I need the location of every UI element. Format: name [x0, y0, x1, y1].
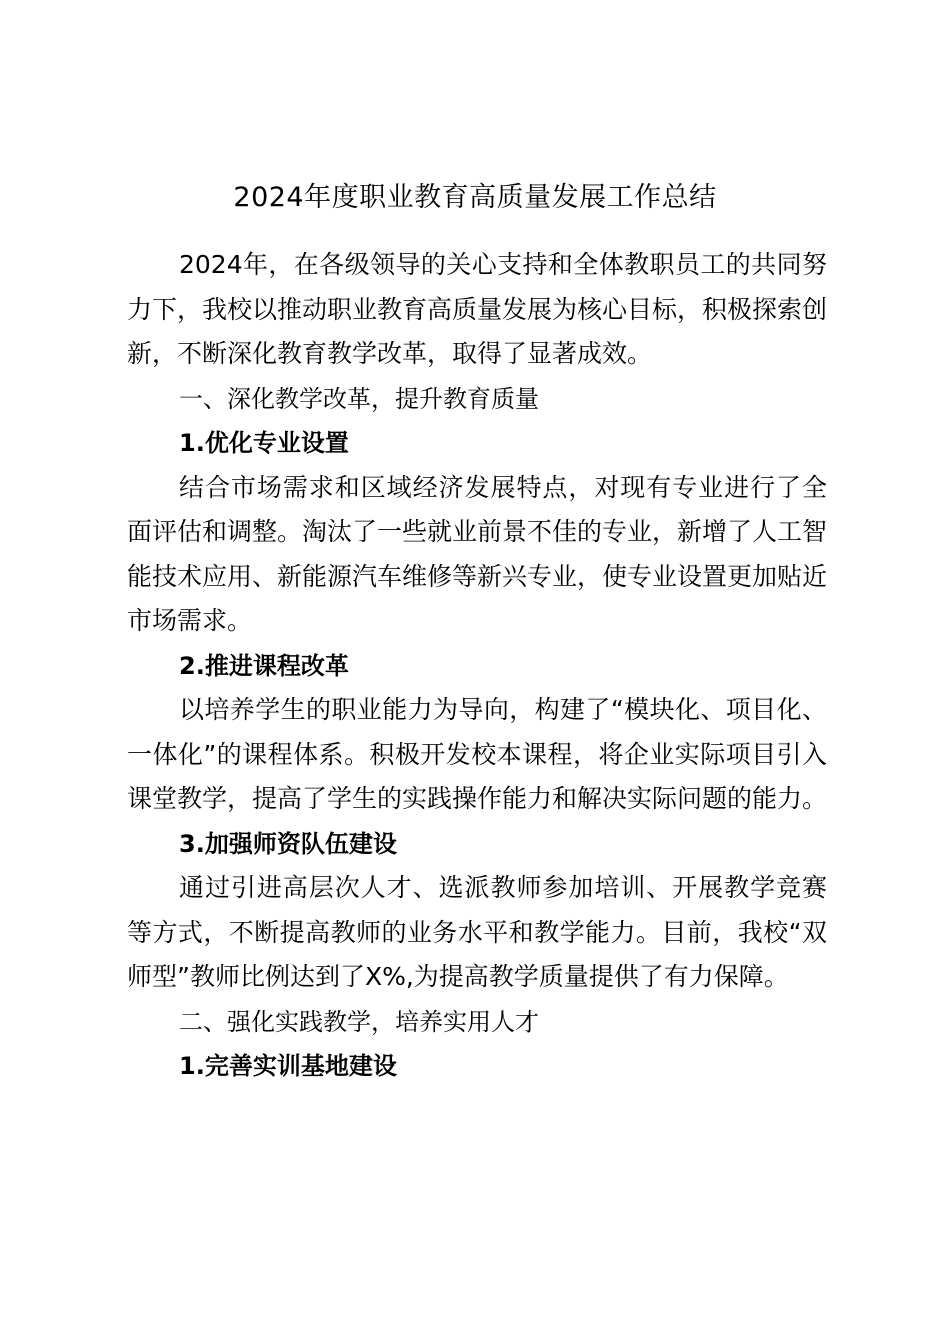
- subsection-heading-1-3: 3.加强师资队伍建设: [179, 829, 397, 858]
- subsection-heading-1-1: 1.优化专业设置: [179, 429, 349, 457]
- paragraph-1-1: 结合市场需求和区域经济发展特点，对现有专业进行了全面评估和调整。淘汰了一些就业前景不佳的专业，新增了人工智能技术应用、新能源汽车维修等新兴专业，使专业设置更加贴近市场需求。: [127, 472, 828, 635]
- paragraph-1-3: 通过引进高层次人才、选派教师参加培训、开展教学竞赛等方式，不断提高教师的业务水平和教学能力。目前，我校“双师型”教师比例达到了X%,为提高教学质量提供了有力保障。: [127, 873, 827, 991]
- section-heading-1: 一、深化教学改革，提升教育质量: [179, 384, 539, 413]
- subsection-heading-1-2: 2.推进课程改革: [179, 651, 349, 680]
- document-body: [127, 243, 827, 1089]
- paragraph-1-2: 以培养学生的职业能力为导向，构建了“模块化、项目化、一体化”的课程体系。积极开发校本课程，将企业实际项目引入课堂教学，提高了学生的实践操作能力和解决实际问题的能力。: [127, 695, 828, 813]
- document-title: 2024年度职业教育高质量发展工作总结: [233, 182, 717, 213]
- section-heading-2: 二、强化实践教学，培养实用人才: [179, 1007, 539, 1036]
- intro-paragraph: 2024年，在各级领导的关心支持和全体教职员工的共同努力下，我校以推动职业教育高质量发展为核心目标，积极探索创新，不断深化教育教学改革，取得了显著成效。: [127, 250, 828, 368]
- subsection-heading-2-1: 1.完善实训基地建设: [179, 1052, 397, 1080]
